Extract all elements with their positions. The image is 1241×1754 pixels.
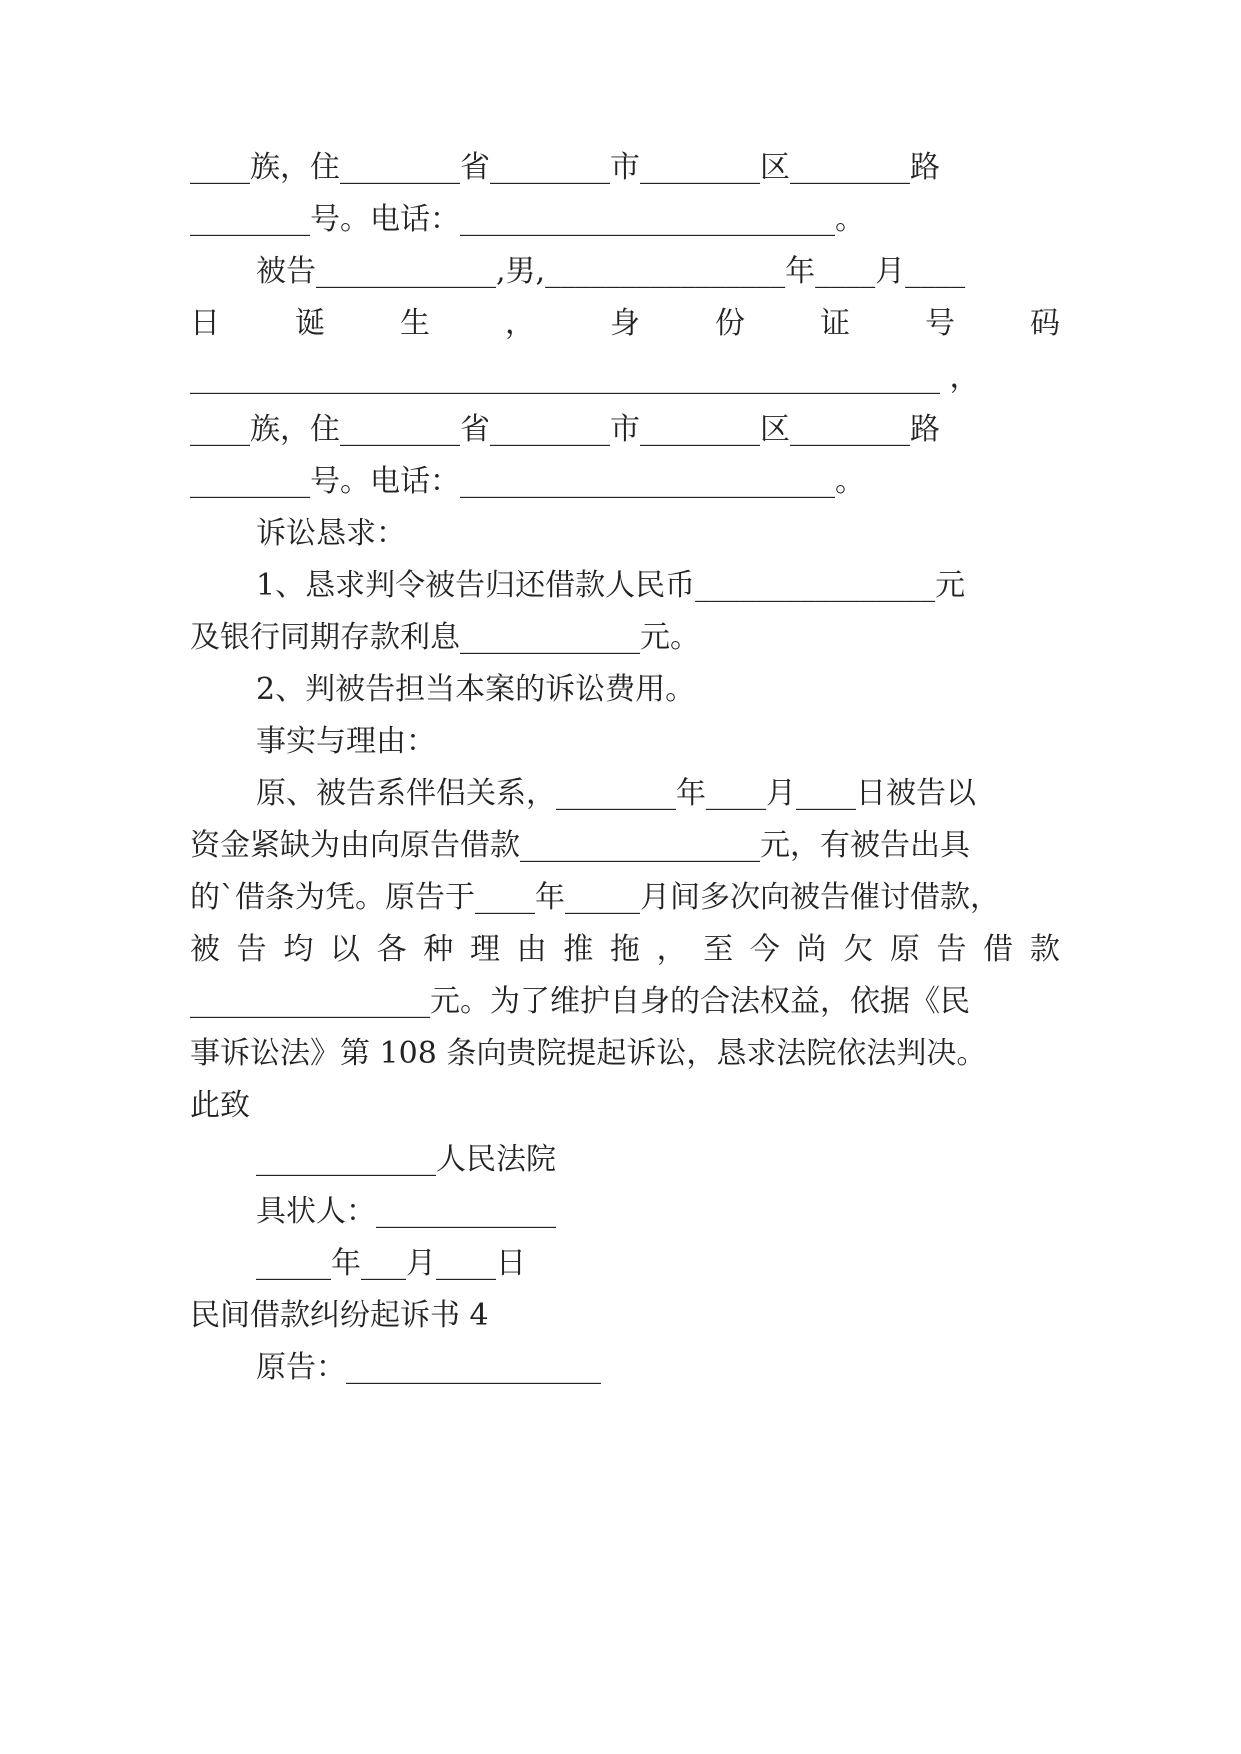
plaintiff-line: 原告：_________________ <box>256 1350 601 1385</box>
defendant2-name-line: 被告____________,男,________________年____月____ <box>256 254 966 289</box>
char: 均 <box>283 932 314 967</box>
char: 生 <box>400 306 430 341</box>
char: 由 <box>516 932 547 967</box>
date-line: _____年___月____日 <box>256 1246 526 1281</box>
claims-heading: 诉讼恳求： <box>256 516 406 551</box>
char: 份 <box>715 306 745 341</box>
char: 诞 <box>295 306 325 341</box>
facts-line-1: 原、被告系伴侣关系，________年____月____日被告以 <box>256 776 976 811</box>
char: 推 <box>563 932 594 967</box>
court-line: ____________人民法院 <box>256 1142 556 1177</box>
char: 证 <box>820 306 850 341</box>
defendant2-ethnicity-address-line: ____族，住________省________市________区________路 <box>190 412 940 447</box>
char: ， <box>505 306 535 341</box>
char: 码 <box>1030 306 1060 341</box>
char: 种 <box>423 932 454 967</box>
char: 告 <box>236 932 267 967</box>
facts-line-3: 的`借条为凭。原告于____年_____月间多次向被告催讨借款， <box>190 880 1000 915</box>
defendant1-ethnicity-address-line: ____族，住________省________市________区________路 <box>190 150 940 185</box>
facts-line-2: 资金紧缺为由向原告借款________________元，有被告出具 <box>190 828 970 863</box>
char: 欠 <box>843 932 874 967</box>
char: 告 <box>936 932 967 967</box>
char: 至 <box>703 932 734 967</box>
facts-line-6: 事诉讼法》第 108 条向贵院提起诉讼，恳求法院依法判决。 <box>190 1036 987 1071</box>
char: ， <box>656 932 687 967</box>
char: 款 <box>1029 932 1060 967</box>
char: 借 <box>983 932 1014 967</box>
plaintiff-signature-line: 具状人：____________ <box>256 1194 556 1229</box>
facts-line-4 <box>190 930 1060 970</box>
claim-1-line: 1、恳求判令被告归还借款人民币________________元 <box>256 568 966 603</box>
char: 理 <box>469 932 500 967</box>
char: 原 <box>889 932 920 967</box>
section-title: 民间借款纠纷起诉书 4 <box>190 1298 489 1333</box>
claim-2-line: 2、判被告担当本案的诉讼费用。 <box>256 672 696 707</box>
char: 今 <box>749 932 780 967</box>
defendant1-house-phone-line: ________号。电话：_________________________。 <box>190 202 865 237</box>
char: 身 <box>610 306 640 341</box>
defendant2-house-phone-line: ________号。电话：_________________________。 <box>190 464 865 499</box>
char: 日 <box>190 306 220 341</box>
char: 号 <box>925 306 955 341</box>
char: 被 <box>190 932 220 967</box>
char: 尚 <box>796 932 827 967</box>
char: 拖 <box>609 932 640 967</box>
defendant2-birth-id-line <box>190 304 1060 344</box>
char: 以 <box>329 932 360 967</box>
char: 各 <box>376 932 407 967</box>
facts-line-5: ________________元。为了维护自身的合法权益，依据《民 <box>190 984 970 1019</box>
facts-heading: 事实与理由： <box>256 724 436 759</box>
salutation: 此致 <box>190 1088 250 1123</box>
id-number-blank-line: __________________________________________________ ， <box>190 360 980 395</box>
claim-1-interest-line: 及银行同期存款利息____________元。 <box>190 620 700 655</box>
